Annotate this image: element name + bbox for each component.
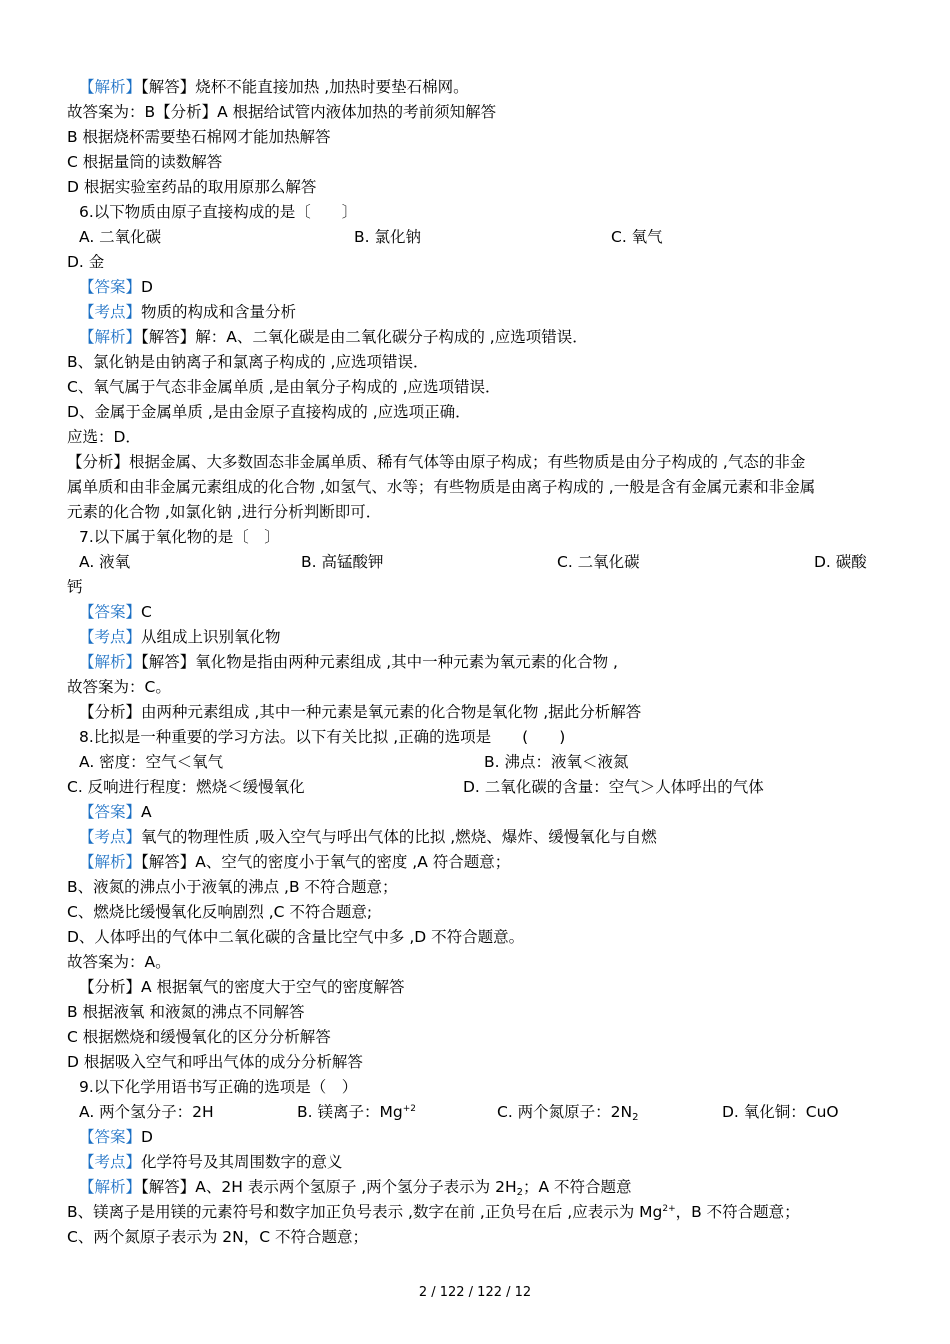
q7-analysis: 【解析】【解答】氧化物是指由两种元素组成 ,其中一种元素为氧元素的化合物 , [79,653,618,671]
q8-option-c: C. 反响进行程度：燃烧＜缓慢氧化 [67,778,305,796]
question-8: 8.比拟是一种重要的学习方法。以下有关比拟 ,正确的选项是 ( ) [79,728,566,746]
q6-option-a: A. 二氧化碳 [79,228,162,246]
q6-analysis-line: 应选：D． [67,428,141,446]
q6-analysis-line: 属单质和由非金属元素组成的化合物 ,如氢气、水等；有些物质是由离子构成的 ,一般是含有金属元素和非金属 [67,478,816,496]
analysis-d: D 根据实验室药品的取用原那么解答 [67,178,317,196]
q8-answer: 【答案】A [79,803,152,821]
q6-analysis-line: D、金属于金属单质 ,是由金原子直接构成的 ,应选项正确． [67,403,471,421]
q8-analysis-line: C、燃烧比缓慢氧化反响剧烈 ,C 不符合题意; [67,903,373,921]
q9-option-b: B. 镁离子：$Mg^{+2}$ [297,1103,416,1121]
q8-analysis-line: B 根据液氧 和液氮的沸点不同解答 [67,1003,305,1021]
q6-analysis-line: B、氯化钠是由钠离子和氯离子构成的 ,应选项错误． [67,353,429,371]
analysis-c: C 根据量筒的读数解答 [67,153,223,171]
q7-answer: 【答案】C [79,603,152,621]
q8-analysis-line: D、人体呼出的气体中二氧化碳的含量比空气中多 ,D 不符合题意。 [67,928,525,946]
q8-analysis-line: 【分析】A 根据氧气的密度大于空气的密度解答 [79,978,405,996]
q6-option-d: D. 金 [67,253,105,271]
q7-analysis-line: 故答案为：C。 [67,678,171,696]
q7-analysis-line: 【分析】由两种元素组成 ,其中一种元素是氧元素的化合物是氧化物 ,据此分析解答 [79,703,642,721]
analysis-tag: 【解析】 [79,78,142,96]
q9-option-a: A. 两个氢分子：2H [79,1103,214,1121]
q9-analysis: 【解析】【解答】A、2H 表示两个氢原子 ,两个氢分子表示为 $2H_2$；A 不符合题意 [79,1178,632,1198]
q8-analysis-line: D 根据吸入空气和呼出气体的成分分析解答 [67,1053,363,1071]
q9-knowledge-point: 【考点】化学符号及其周围数字的意义 [79,1153,343,1171]
analysis-line: 【解析】【解答】烧杯不能直接加热 ,加热时要垫石棉网。 [79,78,469,96]
q8-analysis-line: B、液氮的沸点小于液氧的沸点 ,B 不符合题意； [67,878,398,896]
q7-option-b: B. 高锰酸钾 [301,553,384,571]
q9-analysis-line: C、两个氮原子表示为 2N，C 不符合题意； [67,1228,368,1246]
q8-option-a: A. 密度：空气＜氧气 [79,753,224,771]
q7-option-d-cont: 钙 [67,578,83,596]
q6-option-b: B. 氯化钠 [354,228,421,246]
q8-analysis-line: C 根据燃烧和缓慢氧化的区分分析解答 [67,1028,331,1046]
analysis-b: B 根据烧杯需要垫石棉网才能加热解答 [67,128,331,146]
q9-option-c: C. 两个氮原子：$2N_2$ [497,1103,639,1123]
q6-answer: 【答案】D [79,278,153,296]
q6-analysis: 【解析】【解答】解：A、二氧化碳是由二氧化碳分子构成的 ,应选项错误． [79,328,588,346]
q8-option-b: B. 沸点：液氧＜液氮 [484,753,629,771]
q6-analysis-line: C、氧气属于气态非金属单质 ,是由氧分子构成的 ,应选项错误． [67,378,501,396]
q9-analysis-line: B、镁离子是用镁的元素符号和数字加正负号表示 ,数字在前 ,正负号在后 ,应表示为 $Mg^{2+}$，B 不符合题意； [67,1203,800,1221]
answer-summary: 故答案为：B【分析】A 根据给试管内液体加热的考前须知解答 [67,103,497,121]
q9-answer: 【答案】D [79,1128,153,1146]
q8-knowledge-point: 【考点】氧气的物理性质 ,吸入空气与呼出气体的比拟 ,燃烧、爆炸、缓慢氧化与自燃 [79,828,657,846]
q8-analysis-line: 故答案为：A。 [67,953,171,971]
q7-knowledge-point: 【考点】从组成上识别氧化物 [79,628,281,646]
q8-analysis: 【解析】【解答】A、空气的密度小于氧气的密度 ,A 符合题意； [79,853,511,871]
question-6: 6.以下物质由原子直接构成的是〔 〕 [79,203,358,221]
q8-option-d: D. 二氧化碳的含量：空气＞人体呼出的气体 [463,778,764,796]
question-7: 7.以下属于氧化物的是〔 〕 [79,528,280,546]
q6-knowledge-point: 【考点】物质的构成和含量分析 [79,303,297,321]
q9-option-d: D. 氧化铜：CuO [722,1103,839,1121]
q7-option-a: A. 液氧 [79,553,131,571]
q6-analysis-line: 【分析】根据金属、大多数固态非金属单质、稀有气体等由原子构成；有些物质是由分子构成的 ,气态的非金 [67,453,806,471]
question-9: 9.以下化学用语书写正确的选项是（ ） [79,1078,358,1096]
page-number: 2 / 122 / 122 / 12 [418,1285,532,1300]
q7-option-c: C. 二氧化碳 [557,553,640,571]
q7-option-d: D. 碳酸 [814,553,867,571]
q6-option-c: C. 氧气 [611,228,663,246]
q6-analysis-line: 元素的化合物 ,如氯化钠 ,进行分析判断即可． [67,503,382,521]
